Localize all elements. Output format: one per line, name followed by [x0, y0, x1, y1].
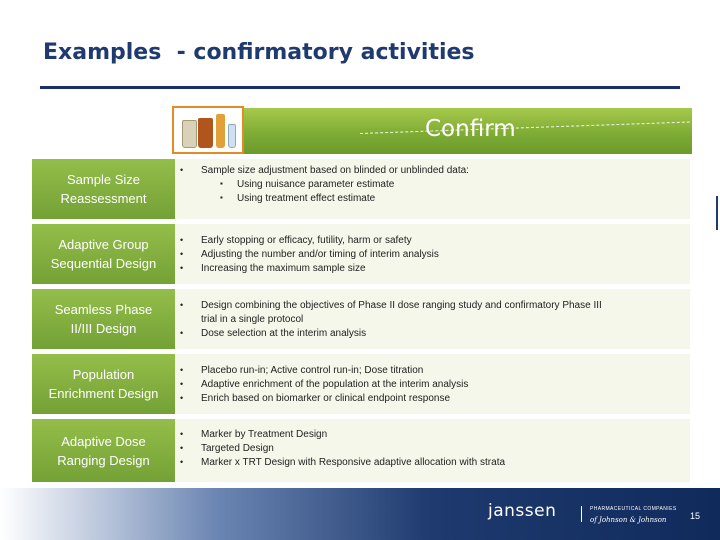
bullet-icon: • — [180, 429, 184, 439]
bullet-icon: • — [180, 443, 184, 453]
row-label-line: Adaptive Group — [58, 237, 149, 252]
bullet-icon: • — [180, 365, 184, 375]
bullet-text: Early stopping or efficacy, futility, harm or safety — [201, 235, 412, 246]
bullet-text: Enrich based on biomarker or clinical endpoint response — [201, 393, 451, 404]
row-label-line: Enrichment Design — [48, 386, 159, 401]
row-label — [32, 289, 175, 349]
bullet-icon: • — [180, 249, 184, 259]
sub-bullet-icon: ▪ — [220, 179, 223, 188]
bullet-icon: • — [180, 300, 184, 310]
bullet-text: Placebo run-in; Active control run-in; Dose titration — [201, 365, 424, 376]
bullet-text: Adjusting the number and/or timing of interim analysis — [201, 249, 439, 260]
bullet-icon: • — [180, 457, 184, 467]
row-label-line: Population — [72, 367, 135, 382]
row-label — [32, 224, 175, 284]
footer-bar — [0, 488, 720, 540]
row-label-line: Sample Size — [67, 172, 140, 187]
company-line-1: PHARMACEUTICAL COMPANIES — [590, 506, 677, 512]
row-seamless-phase — [32, 289, 690, 349]
row-population-enrichment — [32, 354, 690, 414]
page-number: 15 — [690, 511, 701, 521]
row-label-line: Seamless Phase — [54, 302, 153, 317]
bullet-text-continuation: trial in a single protocol — [201, 314, 304, 325]
confirm-banner-label: Confirm — [425, 116, 516, 142]
sub-bullet-text: Using nuisance parameter estimate — [237, 179, 395, 190]
row-content — [175, 159, 690, 219]
row-label-line: II/III Design — [70, 321, 137, 336]
bullet-text: Sample size adjustment based on blinded or unblinded data: — [201, 165, 469, 176]
row-adaptive-dose-ranging — [32, 419, 690, 482]
bullet-icon: • — [180, 393, 184, 403]
row-label-line: Ranging Design — [57, 452, 150, 468]
row-adaptive-group-sequential — [32, 224, 690, 284]
row-label — [32, 159, 175, 219]
row-sample-size-reassessment — [32, 159, 690, 219]
bullet-icon: • — [180, 263, 184, 273]
bullet-icon: • — [180, 328, 184, 338]
row-label-line: Sequential Design — [50, 256, 157, 271]
bullet-icon: • — [180, 379, 184, 389]
bullet-icon: • — [180, 235, 184, 245]
logo-divider — [581, 506, 582, 522]
row-label-line: Reassessment — [60, 191, 147, 206]
row-label — [32, 354, 175, 414]
sub-bullet-icon: ▪ — [220, 193, 223, 202]
bullet-text: Marker x TRT Design with Responsive adaptive allocation with strata — [201, 457, 506, 468]
bullet-text: Targeted Design — [201, 443, 274, 454]
bottle-icon — [182, 120, 197, 148]
slide-title: Examples - confirmatory activities — [43, 40, 475, 65]
bottle-icon — [198, 118, 213, 148]
row-content — [175, 419, 690, 482]
row-content — [175, 224, 690, 284]
title-divider — [40, 86, 680, 89]
janssen-logo: janssen — [488, 501, 557, 521]
sub-bullet-text: Using treatment effect estimate — [237, 193, 376, 204]
row-label-line: Adaptive Dose — [61, 433, 146, 449]
bullet-text: Design combining the objectives of Phase II dose ranging study and confirmatory Phase III — [201, 300, 602, 311]
side-marker — [716, 196, 720, 230]
row-content — [175, 289, 690, 349]
bottle-icon — [216, 114, 225, 148]
row-content — [175, 354, 690, 414]
company-line-2: of Johnson & Johnson — [590, 516, 667, 524]
bullet-icon: • — [180, 165, 184, 175]
row-label — [32, 419, 175, 482]
bullet-text: Adaptive enrichment of the population at the interim analysis — [201, 379, 469, 390]
bullet-text: Marker by Treatment Design — [201, 429, 328, 440]
medicine-bottles-image — [172, 106, 244, 154]
bottle-icon — [228, 124, 236, 148]
bullet-text: Dose selection at the interim analysis — [201, 328, 367, 339]
bullet-text: Increasing the maximum sample size — [201, 263, 366, 274]
